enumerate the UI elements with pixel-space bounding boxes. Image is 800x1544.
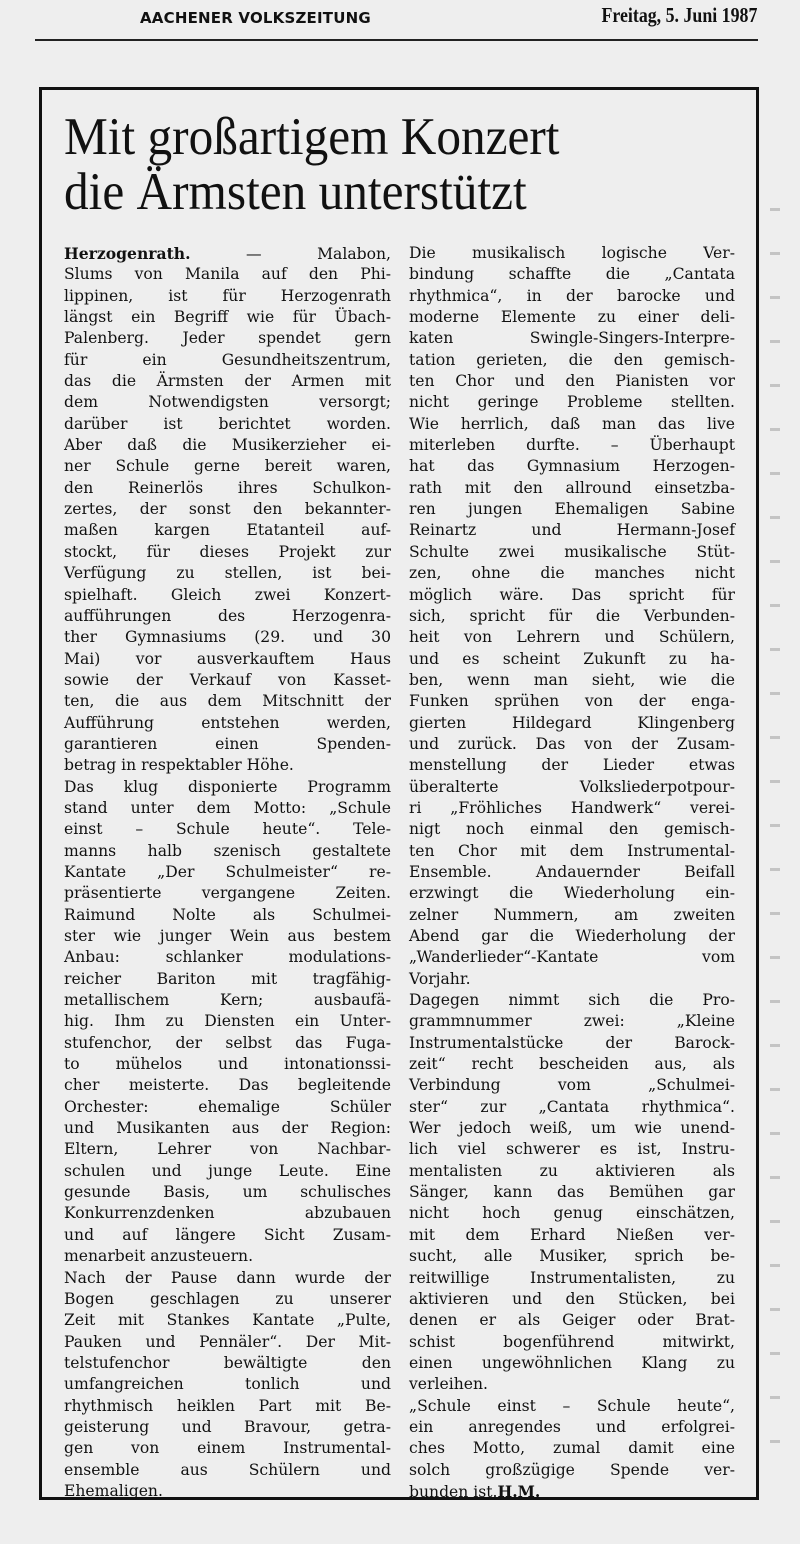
article-line: ri „Fröhliches Handwerk“ verei-: [409, 798, 735, 817]
article-line: Instrumentalstücke der Barock-: [409, 1033, 735, 1052]
article-line: Eltern, Lehrer von Nachbar-: [64, 1140, 391, 1159]
article-line: Orchester: ehemalige Schüler: [64, 1097, 391, 1116]
article-line: menarbeit anzusteuern.: [64, 1247, 254, 1266]
article-line: einen ungewöhnlichen Klang zu: [409, 1353, 735, 1372]
article-line: reitwillige Instrumentalisten, zu: [409, 1268, 735, 1287]
article-line: Funken sprühen von der enga-: [409, 692, 735, 711]
article-line: heit von Lehrern und Schülern,: [409, 628, 735, 647]
article-line: zelner Nummern, am zweiten: [409, 905, 735, 924]
author-initials: H.M.: [497, 1481, 541, 1501]
article-line: maßen kargen Etatanteil auf-: [64, 521, 391, 540]
article-line: ensemble aus Schülern und: [64, 1460, 391, 1479]
closing-line: [409, 1481, 735, 1502]
article-line: to mühelos und intonationssi-: [64, 1055, 391, 1074]
article-line: rhythmica“, in der barocke und: [409, 286, 735, 305]
article-line: Aufführung entstehen werden,: [64, 713, 391, 732]
article-line: geisterung und Bravour, getra-: [64, 1417, 391, 1436]
article-line: Anbau: schlanker modulations-: [64, 948, 391, 967]
article-line: ten, die aus dem Mitschnitt der: [64, 692, 391, 711]
article-line: Verbindung vom „Schulmei-: [409, 1076, 735, 1095]
article-line: Raimund Nolte als Schulmei-: [64, 905, 391, 924]
article-line-text: bunden ist.: [409, 1482, 498, 1501]
article-line: nicht hoch genug einschätzen,: [409, 1204, 735, 1223]
article-line: garantieren einen Spenden-: [64, 734, 391, 753]
article-line: einst – Schule heute“. Tele-: [64, 820, 391, 839]
article-line: lich viel schwerer es ist, Instru-: [409, 1140, 735, 1159]
article-line: Vorjahr.: [409, 969, 471, 988]
article-line: Wer jedoch weiß, um wie unend-: [409, 1119, 735, 1138]
article-line: Sänger, kann das Bemühen gar: [409, 1183, 735, 1202]
article-line: ster wie junger Wein aus bestem: [64, 927, 391, 945]
article-line: dem Notwendigsten versorgt;: [64, 393, 391, 412]
article-line: moderne Elemente zu einer deli-: [409, 308, 735, 327]
article-line: den Reinerlös ihres Schulkon-: [64, 478, 391, 497]
article-line: lippinen, ist für Herzogenrath: [64, 286, 391, 305]
article-line: denen er als Geiger oder Brat-: [409, 1311, 735, 1330]
article-line: nigt noch einmal den gemisch-: [409, 820, 735, 839]
article-line: Slums von Manila auf den Phi-: [64, 265, 391, 284]
article-line: „Schule einst – Schule heute“,: [409, 1396, 735, 1415]
article-line: erzwingt die Wiederholung ein-: [409, 884, 735, 903]
article-line: und zurück. Das von der Zusam-: [409, 734, 735, 753]
article-line: für ein Gesundheitszentrum,: [64, 350, 391, 369]
article-line: stand unter dem Motto: „Schule: [64, 798, 391, 817]
headline-line: die Ärmsten unterstützt: [64, 163, 527, 221]
article-line: rhythmisch heiklen Part mit Be-: [64, 1396, 391, 1415]
article-line: menstellung der Lieder etwas: [409, 756, 735, 775]
article-line: metallischem Kern; ausbaufä-: [64, 991, 391, 1010]
article-line: mentalisten zu aktivieren als: [409, 1161, 735, 1180]
article-line: Reinartz und Hermann-Josef: [409, 521, 735, 540]
article-line: präsentierte vergangene Zeiten.: [64, 884, 391, 903]
article-line: Mai) vor ausverkauftem Haus: [64, 649, 391, 668]
article-line: gen von einem Instrumental-: [64, 1439, 391, 1458]
article-line: katen Swingle-Singers-Interpre-: [409, 329, 735, 348]
article-line: längst ein Begriff wie für Übach-: [64, 308, 391, 327]
article-line: Aber daß die Musikerzieher ei-: [64, 436, 391, 455]
article-line: gierten Hildegard Klingenberg: [409, 713, 735, 732]
article-line: hig. Ihm zu Diensten ein Unter-: [64, 1012, 391, 1031]
article-line: Ehemaligen.: [64, 1481, 163, 1500]
article-line: überalterte Volksliederpotpour-: [409, 777, 735, 796]
scan-specks: [770, 180, 780, 1480]
article-line: zertes, der sonst den bekannter-: [64, 500, 391, 519]
article-line: solch großzügige Spende ver-: [409, 1460, 735, 1479]
article-line: ein anregendes und erfolgrei-: [409, 1417, 735, 1436]
article-line: Konkurrenzdenken abzubauen: [64, 1204, 391, 1223]
article-line: Das klug disponierte Programm: [64, 777, 391, 796]
article-line: „Wanderlieder“-Kantate vom: [409, 948, 735, 967]
article-line: gesunde Basis, um schulisches: [64, 1183, 391, 1202]
article-line: miterleben durfte. – Überhaupt: [409, 436, 735, 455]
article-line: Kantate „Der Schulmeister“ re-: [64, 862, 391, 881]
article-line: darüber ist berichtet worden.: [64, 414, 391, 433]
article-line: verleihen.: [409, 1375, 488, 1394]
article-dateline: Herzogenrath.: [64, 244, 191, 263]
article-line: Schulte zwei musikalische Stüt-: [409, 542, 735, 561]
article-line: ches Motto, zumal damit eine: [409, 1439, 735, 1458]
article-line: ten Chor mit dem Instrumental-: [409, 841, 735, 860]
article-line: schist bogenführend mitwirkt,: [409, 1332, 735, 1351]
article-line: hat das Gymnasium Herzogen-: [409, 457, 735, 476]
article-line: ther Gymnasiums (29. und 30: [64, 628, 391, 647]
article-line: sowie der Verkauf von Kasset-: [64, 670, 391, 689]
article-line: Pauken und Pennäler“. Der Mit-: [64, 1332, 391, 1351]
right-column: [409, 243, 735, 1502]
article-line: manns halb szenisch gestaltete: [64, 841, 391, 860]
article-line: nicht geringe Probleme stellten.: [409, 393, 735, 412]
article-line: und auf längere Sicht Zusam-: [64, 1225, 391, 1244]
article-line: Bogen geschlagen zu unserer: [64, 1289, 391, 1308]
article-line: spielhaft. Gleich zwei Konzert-: [64, 585, 391, 604]
article-line: mit dem Erhard Nießen ver-: [409, 1225, 735, 1244]
article-line: Abend gar die Wiederholung der: [409, 927, 735, 945]
article-line: Ensemble. Andauernder Beifall: [409, 862, 735, 881]
article-line: Verfügung zu stellen, ist bei-: [64, 564, 391, 583]
article-line: tation gerieten, die den gemisch-: [409, 350, 735, 369]
headline-line: Mit großartigem Konzert: [64, 108, 560, 166]
article-line: Dagegen nimmt sich die Pro-: [409, 991, 735, 1010]
article-line: rath mit den allround einsetzba-: [409, 478, 735, 497]
article-line: ren jungen Ehemaligen Sabine: [409, 500, 735, 519]
article-line: zen, ohne die manches nicht: [409, 564, 735, 583]
article-line: ten Chor und den Pianisten vor: [409, 372, 735, 391]
article-line: grammnummer zwei: „Kleine: [409, 1012, 735, 1031]
article-line: Die musikalisch logische Ver-: [409, 244, 735, 262]
article-line: aktivieren und den Stücken, bei: [409, 1289, 735, 1308]
article-line: Wie herrlich, daß man das live: [409, 414, 735, 433]
article-line: ner Schule gerne bereit waren,: [64, 457, 391, 476]
article-line: ben, wenn man sieht, wie die: [409, 670, 735, 689]
issue-date: Freitag, 5. Juni 1987: [601, 3, 757, 27]
article-line: schulen und junge Leute. Eine: [64, 1161, 391, 1180]
article-line: stockt, für dieses Projekt zur: [64, 542, 391, 561]
left-column: [64, 243, 391, 1502]
article-line: Zeit mit Stankes Kantate „Pulte,: [64, 1311, 391, 1330]
article-line: möglich wäre. Das spricht für: [409, 585, 735, 604]
article-line: und es scheint Zukunft zu ha-: [409, 649, 735, 668]
article-line: [64, 243, 391, 264]
article-line: aufführungen des Herzogenra-: [64, 606, 391, 625]
header-rule: [35, 39, 758, 41]
article-line: umfangreichen tonlich und: [64, 1375, 391, 1394]
article-line: sucht, alle Musiker, sprich be-: [409, 1247, 735, 1266]
article-line: ster“ zur „Cantata rhythmica“.: [409, 1097, 735, 1116]
article-line: betrag in respektabler Höhe.: [64, 756, 294, 775]
article-line: und Musikanten aus der Region:: [64, 1119, 391, 1138]
article-line: zeit“ recht bescheiden aus, als: [409, 1055, 735, 1074]
article-line: reicher Bariton mit tragfähig-: [64, 969, 391, 988]
article-line: das die Ärmsten der Armen mit: [64, 372, 391, 391]
headline: [64, 110, 560, 220]
article-line: Nach der Pause dann wurde der: [64, 1268, 391, 1287]
article-line: telstufenchor bewältigte den: [64, 1353, 391, 1372]
article-line: bindung schaffte die „Cantata: [409, 265, 735, 284]
article-line: stufenchor, der selbst das Fuga-: [64, 1033, 391, 1052]
newspaper-masthead: AACHENER VOLKSZEITUNG: [140, 9, 371, 27]
article-line-text: — Malabon,: [246, 245, 391, 263]
article-line: Palenberg. Jeder spendet gern: [64, 329, 391, 348]
article-line: cher meisterte. Das begleitende: [64, 1076, 391, 1095]
article-line: sich, spricht für die Verbunden-: [409, 606, 735, 625]
